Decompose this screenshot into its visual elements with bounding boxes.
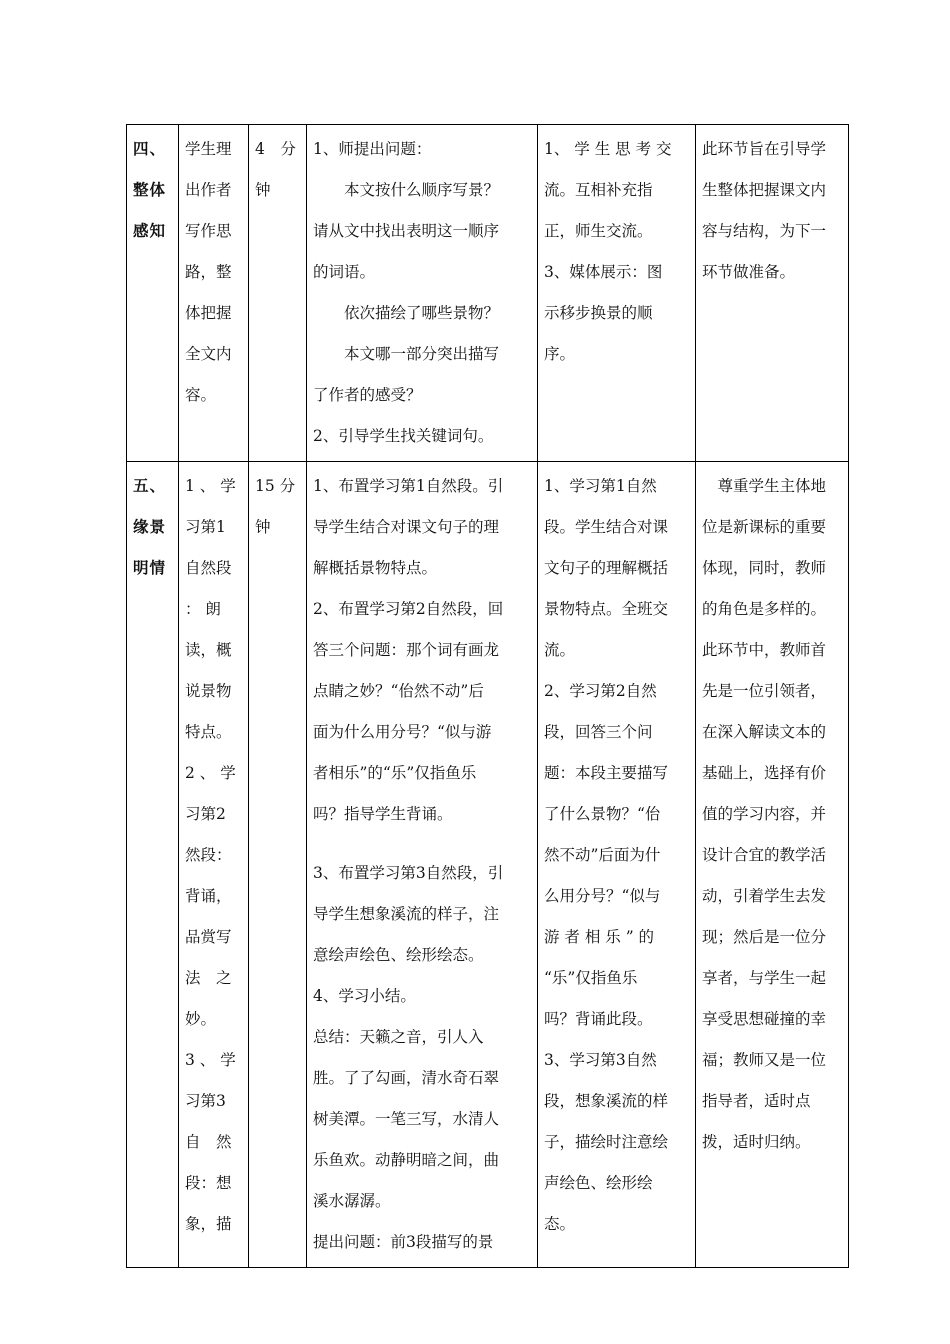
intent-line: 位是新课标的重要 (702, 518, 827, 536)
intent-line: 基础上，选择有价 (702, 764, 827, 782)
goal-line: 习第2 (185, 805, 226, 823)
teacher-line: 了作者的感受？ (313, 386, 422, 404)
student-line: 流。互相补充指 (544, 181, 653, 199)
student-line: 态。 (544, 1215, 576, 1233)
goal-line: 段：想 (185, 1174, 232, 1192)
student-line: 流。 (544, 641, 576, 659)
intent-line: 享者，与学生一起 (702, 969, 827, 987)
time-line: 钟 (255, 518, 271, 536)
student-line: 1、 学 生 思 考 交 (544, 140, 672, 158)
time-line: 钟 (255, 181, 271, 199)
goal-line: 特点。 (185, 723, 232, 741)
stage-line: 五、 (133, 477, 167, 495)
student-line: “乐”仅指鱼乐 (544, 969, 638, 987)
student-line: 文句子的理解概括 (544, 559, 669, 577)
time-line: 4 分 (255, 140, 296, 158)
student-line: 游 者 相 乐 ” 的 (544, 928, 655, 946)
intent-line: 指导者，适时点 (702, 1092, 811, 1110)
student-line: 序。 (544, 345, 576, 363)
goal-line: 背诵， (185, 887, 232, 905)
time-line: 15 分 (255, 477, 296, 495)
goal-line: 路，整 (185, 263, 232, 281)
goal-line: 然段： (185, 846, 232, 864)
stage-line: 缘景 (133, 518, 167, 536)
teacher-line: 4、学习小结。 (313, 987, 416, 1005)
stage-cell (127, 125, 179, 462)
stage-line: 整体 (133, 181, 167, 199)
teacher-line: 溪水潺潺。 (313, 1192, 391, 1210)
teacher-line: 2、引导学生找关键词句。 (313, 427, 494, 445)
student-line: 段，想象溪流的样 (544, 1092, 669, 1110)
student-line: 然不动”后面为什 (544, 846, 661, 864)
teacher-activity-cell (307, 462, 538, 1268)
lesson-plan-table (126, 124, 849, 1268)
student-line: 3、学习第3自然 (544, 1051, 657, 1069)
goal-line: 习第3 (185, 1092, 226, 1110)
goal-line: 说景物 (185, 682, 232, 700)
teacher-activity-cell (307, 125, 538, 462)
teacher-line: 2、布置学习第2自然段，回 (313, 600, 504, 618)
goal-line: 出作者 (185, 181, 232, 199)
goal-line: 1 、 学 (185, 477, 236, 495)
teacher-line: 请从文中找出表明这一顺序 (313, 222, 500, 240)
goal-line: 体把握 (185, 304, 232, 322)
student-line: 示移步换景的顺 (544, 304, 653, 322)
teacher-line: 意绘声绘色、绘形绘态。 (313, 946, 484, 964)
teacher-line: 1、布置学习第1自然段。引 (313, 477, 504, 495)
teacher-line: 总结：天籁之音，引人入 (313, 1028, 484, 1046)
student-line: 子，描绘时注意绘 (544, 1133, 669, 1151)
intent-line: 在深入解读文本的 (702, 723, 827, 741)
stage-line: 明情 (133, 559, 167, 577)
goal-line: 全文内 (185, 345, 232, 363)
intent-line: 尊重学生主体地 (702, 477, 827, 495)
teacher-line: 吗？指导学生背诵。 (313, 805, 453, 823)
student-line: 声绘色、绘形绘 (544, 1174, 653, 1192)
goal-line: 读，概 (185, 641, 232, 659)
teacher-line: 答三个问题：那个词有画龙 (313, 641, 500, 659)
intent-line: 拨，适时归纳。 (702, 1133, 811, 1151)
intent-line: 容与结构，为下一 (702, 222, 827, 240)
intent-line: 此环节旨在引导学 (702, 140, 827, 158)
time-cell (249, 462, 307, 1268)
goal-line: 2 、 学 (185, 764, 236, 782)
student-line: 吗？背诵此段。 (544, 1010, 653, 1028)
goal-line: 写作思 (185, 222, 232, 240)
intent-line: 设计合宜的教学活 (702, 846, 827, 864)
intent-line: 现；然后是一位分 (702, 928, 827, 946)
student-line: 题：本段主要描写 (544, 764, 669, 782)
intent-line: 的角色是多样的。 (702, 600, 827, 618)
student-line: 了什么景物？“佁 (544, 805, 661, 823)
student-activity-cell (538, 125, 696, 462)
goal-line: 品赏写 (185, 928, 232, 946)
design-intent-cell (696, 125, 849, 462)
teacher-line: 提出问题：前3段描写的景 (313, 1233, 494, 1251)
goal-line: 法 之 (185, 969, 232, 987)
intent-line: 体现，同时，教师 (702, 559, 827, 577)
table-row (127, 125, 849, 462)
intent-line: 福；教师又是一位 (702, 1051, 827, 1069)
teacher-line: 依次描绘了哪些景物？ (313, 304, 500, 322)
goal-line: 自 然 (185, 1133, 232, 1151)
intent-line: 此环节中，教师首 (702, 641, 827, 659)
goal-line: 习第1 (185, 518, 226, 536)
intent-line: 先是一位引领者， (702, 682, 827, 700)
student-activity-cell (538, 462, 696, 1268)
goal-line: 妙。 (185, 1010, 217, 1028)
table-row (127, 462, 849, 1268)
intent-line: 生整体把握课文内 (702, 181, 827, 199)
teacher-line: 导学生想象溪流的样子，注 (313, 905, 500, 923)
goal-line: 3 、 学 (185, 1051, 236, 1069)
teacher-line: 者相乐”的“乐”仅指鱼乐 (313, 764, 477, 782)
teacher-line: 3、布置学习第3自然段，引 (313, 864, 504, 882)
teacher-line: 乐鱼欢。动静明暗之间，曲 (313, 1151, 500, 1169)
student-line: 么用分号？“似与 (544, 887, 661, 905)
paragraph-gap (313, 835, 531, 853)
teacher-line: 面为什么用分号？“似与游 (313, 723, 492, 741)
goal-line: 学生理 (185, 140, 232, 158)
goal-line: 象，描 (185, 1215, 232, 1233)
student-line: 段。学生结合对课 (544, 518, 669, 536)
student-line: 2、学习第2自然 (544, 682, 657, 700)
teacher-line: 1、师提出问题： (313, 140, 432, 158)
student-line: 1、学习第1自然 (544, 477, 657, 495)
intent-line: 享受思想碰撞的幸 (702, 1010, 827, 1028)
teacher-line: 本文哪一部分突出描写 (313, 345, 500, 363)
design-intent-cell (696, 462, 849, 1268)
intent-line: 动，引着学生去发 (702, 887, 827, 905)
goal-cell (179, 462, 249, 1268)
teacher-line: 树美潭。一笔三写，水清人 (313, 1110, 500, 1128)
stage-line: 四、 (133, 140, 167, 158)
time-cell (249, 125, 307, 462)
student-line: 景物特点。全班交 (544, 600, 669, 618)
intent-line: 值的学习内容，并 (702, 805, 827, 823)
goal-cell (179, 125, 249, 462)
goal-line: 自然段 (185, 559, 232, 577)
teacher-line: 导学生结合对课文句子的理 (313, 518, 500, 536)
teacher-line: 本文按什么顺序写景？ (313, 181, 500, 199)
goal-line: ： 朗 (185, 600, 221, 618)
stage-line: 感知 (133, 222, 167, 240)
stage-cell (127, 462, 179, 1268)
student-line: 正，师生交流。 (544, 222, 653, 240)
student-line: 3、媒体展示：图 (544, 263, 663, 281)
student-line: 段，回答三个问 (544, 723, 653, 741)
goal-line: 容。 (185, 386, 217, 404)
intent-line: 环节做准备。 (702, 263, 796, 281)
teacher-line: 的词语。 (313, 263, 376, 281)
teacher-line: 点睛之妙？“佁然不动”后 (313, 682, 484, 700)
teacher-line: 解概括景物特点。 (313, 559, 438, 577)
teacher-line: 胜。了了勾画，清水奇石翠 (313, 1069, 500, 1087)
